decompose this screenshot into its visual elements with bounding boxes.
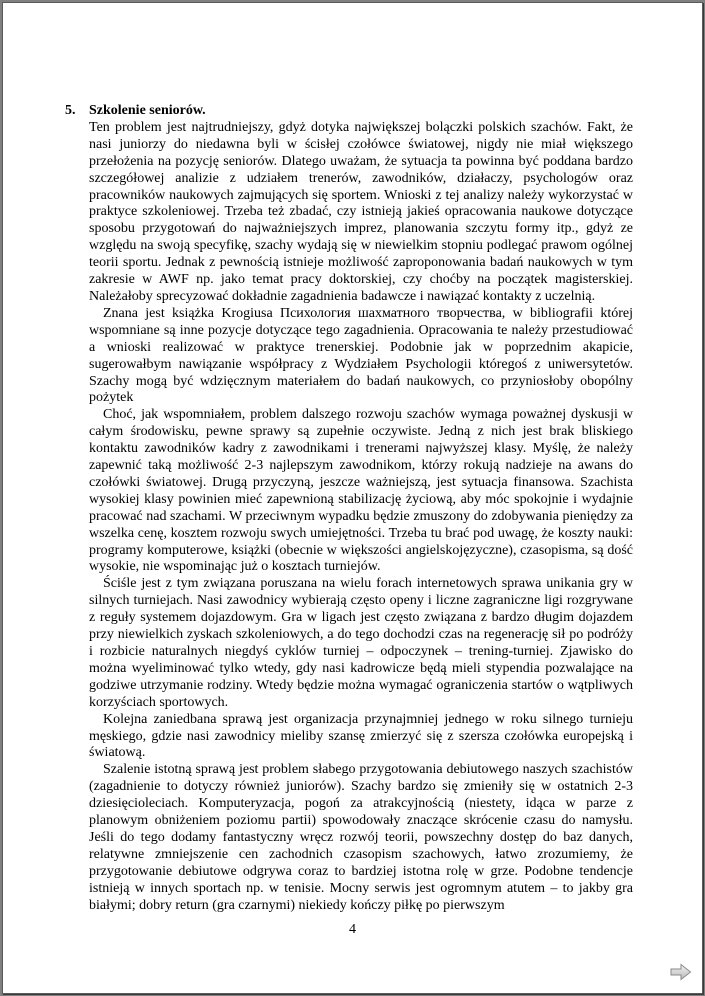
paragraph-4: Ściśle jest z tym związana poruszana na wielu forach internetowych sprawa unikania gry w silnych turniejach. Nasi zawodnicy wybierają często openy i liczne zagraniczne ligi rozgrywane z reguły systemem dojazdowym. Gra w ligach jest często związana z bardzo długim dojazdem przy niewielkich zyskach szkoleniowych, a do tego dochodzi czas na regenerację sił po podróży i rozbicie naturalnych niegdyś cyklów turniej – odpoczynek – trening-turniej. Zjawisko do można wyeliminować tylko wtedy, gdy nasi kadrowicze będą mieli stypendia pozwalające na godziwe utrzymanie rodziny. Wtedy będzie można wymagać ograniczenia startów o wątpliwych korzyściach sportowych. xyxy=(89,576,633,710)
page-content xyxy=(65,103,633,915)
paragraph-5: Kolejna zaniedbana sprawą jest organizacja przynajmniej jednego w roku silnego turnieju męskiego, gdzie nasi zawodnicy mieliby szansę zmierzyć się z szersza czołówka europejską i światową. xyxy=(89,711,633,761)
section-title: Szkolenie seniorów. xyxy=(89,103,206,118)
next-page-arrow-icon[interactable] xyxy=(670,963,692,981)
page-number: 4 xyxy=(349,922,356,937)
paragraph-6: Szalenie istotną sprawą jest problem słabego przygotowania debiutowego naszych szachistów (zagadnienie to dotyczy również juniorów). Szachy bardzo się zmieniły się w ostatnich 2-3 dziesięcioleciach. Komputeryzacja, pogoń za atrakcyjnością (niestety, idąca w parze z planowym obniżeniem poziomu partii) spowodowały znaczące skrócenie czasu do namysłu. Jeśli do tego dodamy fantastyczny wręcz rozwój teorii, powszechny dostęp do baz danych, relatywne zmniejszenie cen zachodnich czasopism szachowych, łatwo zrozumiemy, że przygotowanie debiutowe odgrywa coraz to bardziej istotna rolę w grze. Podobne tendencje istnieją w innych sportach np. w tenisie. Mocny serwis jest ogromnym atutem – to jakby gra białymi; dobry return (gra czarnymi) niekiedy kończy piłkę po pierwszym xyxy=(89,762,633,913)
section-heading xyxy=(65,103,633,120)
document-page xyxy=(2,2,703,994)
paragraph-3: Choć, jak wspomniałem, problem dalszego rozwoju szachów wymaga poważnej dyskusji w całym środowisku, pewne sprawy są zupełnie oczywiste. Jedną z nich jest brak bliskiego kontaktu zawodników kadry z zawodnikami i trenerami najwyższej klasy. Myślę, że należy zapewnić taką możliwość 2-3 najlepszym zawodnikom, którzy rokują nadzieje na awans do czołówki światowej. Drugą przyczyną, jeszcze ważniejszą, jest sytuacja finansowa. Szachista wysokiej klasy powinien mieć zapewnioną stabilizację życiową, aby móc spokojnie i wydajnie pracować nad szachami. W przeciwnym wypadku będzie zmuszony do zdobywania pieniędzy za wszelka cenę, kosztem rozwoju swych umiejętności. Trzeba tu brać pod uwagę, że koszty nauki: programy komputerowe, książki (obecnie w większości angielskojęzyczne), czasopisma, są dość wysokie, nie wspominając już o kosztach turniejów. xyxy=(89,407,633,575)
section-body xyxy=(89,120,633,915)
paragraph-1: Ten problem jest najtrudniejszy, gdyż dotyka największej bolączki polskich szachów. Fakt, że nasi juniorzy do niedawna byli w ścisłej czołówce światowej, nigdy nie miał większego przełożenia na pozycję seniorów. Dlatego uważam, że sytuacja ta powinna być poddana bardzo szczegółowej analizie z udziałem trenerów, zawodników, działaczy, psychologów oraz pracowników naukowych zajmujących się sportem. Wnioski z tej analizy należy wykorzystać w praktyce szkoleniowej. Trzeba też zbadać, czy istnieją jakieś opracowania naukowe dotyczące sposobu przygotowań do najważniejszych imprez, planowania szczytu formy itp., gdyż ze względu na swoją specyfikę, szachy wydają się w niewielkim stopniu podlegać prawom ogólnej teorii sportu. Jednak z pewnością istnieje możliwość zaproponowania badań naukowych w tym zakresie w AWF np. jako temat pracy doktorskiej, czy choćby na początek magisterskiej. Należałoby sprecyzować dokładnie zagadnienia badawcze i nawiązać kontakty z uczelnią. xyxy=(89,119,633,304)
section-number: 5. xyxy=(65,103,76,118)
paragraph-2: Znana jest książka Krogiusa Психология шахматного творчества, w bibliografii której wspomniane są inne pozycje dotyczące tego zagadnienia. Opracowania te należy przestudiować a wnioski realizować w praktyce trenerskiej. Podobnie jak w poprzednim akapicie, sugerowałbym nawiązanie współpracy z Wydziałem Psychologii któregoś z uniwersytetów. Szachy mogą być wdzięcznym materiałem do badań naukowych, co przyniosłoby obopólny pożytek xyxy=(89,305,633,406)
